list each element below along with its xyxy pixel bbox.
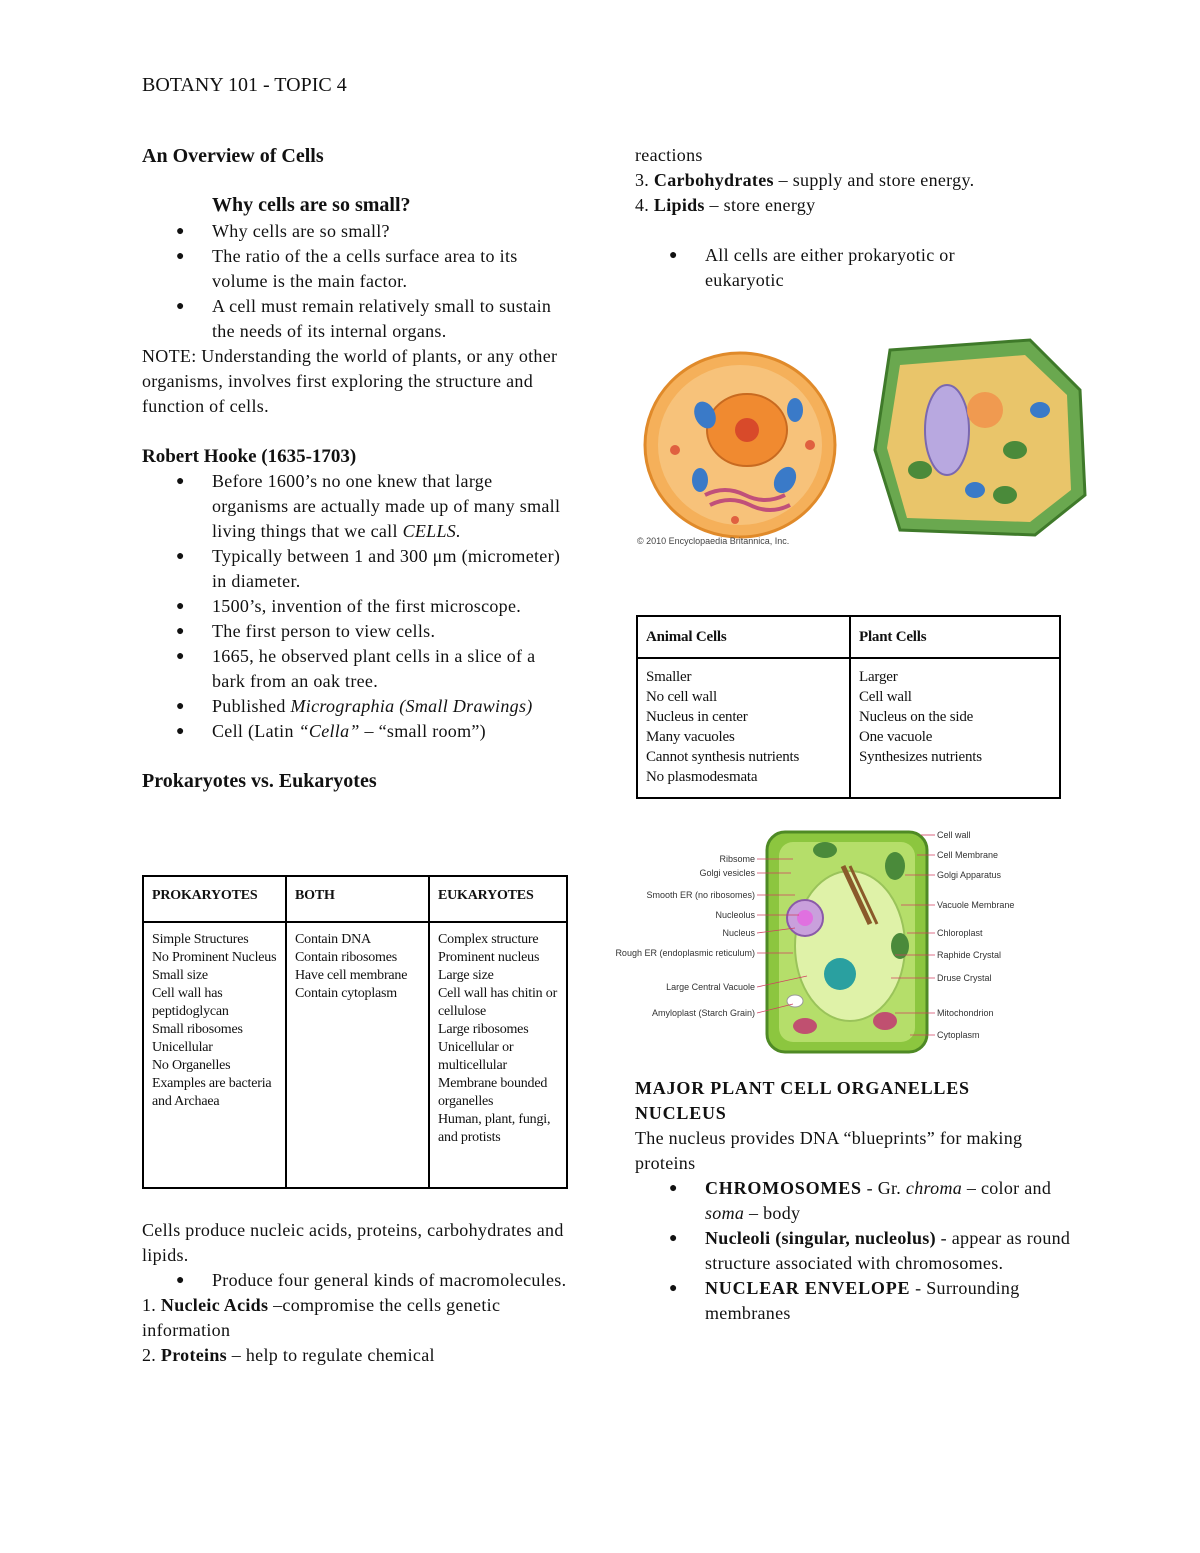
left-column	[142, 144, 572, 794]
svg-text:Cell wall: Cell wall	[937, 830, 971, 840]
svg-text:Cytoplasm: Cytoplasm	[937, 1030, 980, 1040]
svg-text:Cell Membrane: Cell Membrane	[937, 850, 999, 860]
macro-item-1: 1. Nucleic Acids –compromise the cells genetic information	[142, 1295, 501, 1340]
svg-text:Druse Crystal: Druse Crystal	[937, 973, 992, 983]
nucleus-heading: NUCLEUS	[635, 1103, 727, 1123]
svg-text:Ribsome: Ribsome	[719, 854, 755, 864]
list-item: ● The first person to view cells.	[142, 619, 572, 644]
plant-cell-illustration	[875, 340, 1085, 535]
svg-text:© 2010 Encyclopaedia Britannic: © 2010 Encyclopaedia Britannica, Inc.	[637, 536, 790, 546]
list-item: ● NUCLEAR ENVELOPE - Surrounding membranes	[635, 1276, 1075, 1326]
list-item: ● Published Micrographia (Small Drawings)	[142, 694, 572, 719]
overview-heading: An Overview of Cells	[142, 145, 324, 167]
list-item: ● The ratio of the a cells surface area to its volume is the main factor.	[142, 244, 572, 294]
list-item: ● 1500’s, invention of the first microscope.	[142, 594, 572, 619]
col-header-plant: Plant Cells	[850, 616, 1060, 658]
svg-text:Rough ER (endoplasmic reticulu: Rough ER (endoplasmic reticulum)	[615, 948, 755, 958]
macro-item-4: 4. Lipids – store energy	[635, 195, 816, 215]
animal-plant-table	[636, 615, 1061, 799]
svg-text:Mitochondrion: Mitochondrion	[937, 1008, 994, 1018]
table-header-row	[637, 616, 1060, 658]
svg-text:Chloroplast: Chloroplast	[937, 928, 983, 938]
svg-text:Amyloplast (Starch Grain): Amyloplast (Starch Grain)	[651, 1008, 755, 1018]
right-labels	[937, 830, 1014, 1040]
overview-bullets	[142, 219, 572, 344]
list-item: ● 1665, he observed plant cells in a slice of a bark from an oak tree.	[142, 644, 572, 694]
macro-item-2: 2. Proteins – help to regulate chemical	[142, 1345, 435, 1365]
col-header-both: BOTH	[286, 876, 429, 922]
prokaryotes-cell: Simple Structures No Prominent Nucleus Small size Cell wall has peptidoglycan Small ribosomes Unicellular No Organelles Examples are bacteria and Archaea	[143, 922, 286, 1188]
left-labels	[615, 854, 755, 1018]
overview-subheading: Why cells are so small?	[212, 194, 411, 216]
hooke-bullets	[142, 469, 572, 744]
table-row	[143, 922, 567, 1188]
right-column-top	[635, 143, 1075, 293]
macro-item-2-cont: reactions	[635, 145, 703, 165]
organelles-heading: MAJOR PLANT CELL ORGANELLES	[635, 1078, 970, 1098]
list-item: ● Before 1600’s no one knew that large organisms are actually made up of many small living things that we call CELLS.	[142, 469, 572, 544]
eukaryotes-cell: Complex structure Prominent nucleus Large size Cell wall has chitin or cellulose Large ribosomes Unicellular or multicellular Membrane bounded organelles Human, plant, fungi, and protists	[429, 922, 567, 1188]
list-item: ● A cell must remain relatively small to sustain the needs of its internal organs.	[142, 294, 572, 344]
list-item: ● Cell (Latin “Cella” – “small room”)	[142, 719, 572, 744]
svg-text:Raphide Crystal: Raphide Crystal	[937, 950, 1002, 960]
plant-cell-col: Larger Cell wall Nucleus on the side One vacuole Synthesizes nutrients	[850, 658, 1060, 798]
animal-cell-illustration	[645, 353, 835, 537]
macro-item-3: 3. Carbohydrates – supply and store energy.	[635, 170, 975, 190]
list-item: ● All cells are either prokaryotic or eukaryotic	[635, 243, 1075, 293]
col-header-animal: Animal Cells	[637, 616, 850, 658]
both-cell: Contain DNA Contain ribosomes Have cell membrane Contain cytoplasm	[286, 922, 429, 1188]
list-item: ● Why cells are so small?	[142, 219, 572, 244]
svg-text:Nucleolus: Nucleolus	[715, 910, 755, 920]
nucleus-intro: The nucleus provides DNA “blueprints” for making proteins	[635, 1128, 1023, 1173]
table-row	[637, 658, 1060, 798]
list-item: ● CHROMOSOMES - Gr. chroma – color and soma – body	[635, 1176, 1075, 1226]
svg-text:Nucleus: Nucleus	[722, 928, 755, 938]
prokaryote-eukaryote-table	[142, 875, 568, 1189]
table-header-row	[143, 876, 567, 922]
document-title: BOTANY 101 - TOPIC 4	[142, 74, 347, 96]
svg-text:Large Central Vacuole: Large Central Vacuole	[666, 982, 755, 992]
hooke-heading: Robert Hooke (1635-1703)	[142, 446, 357, 467]
overview-note: NOTE: Understanding the world of plants, or any other organisms, involves first exploring the structure and function of cells.	[142, 346, 558, 416]
svg-text:Golgi Apparatus: Golgi Apparatus	[937, 870, 1002, 880]
col-header-prokaryotes: PROKARYOTES	[143, 876, 286, 922]
list-item: ● Produce four general kinds of macromolecules.	[142, 1268, 572, 1293]
figure-credit	[637, 536, 789, 546]
animal-plant-cell-figure	[635, 330, 1095, 550]
plant-cell-diagram	[615, 826, 1035, 1056]
list-item: ● Nucleoli (singular, nucleolus) - appear as round structure associated with chromosomes.	[635, 1226, 1075, 1276]
col-header-eukaryotes: EUKARYOTES	[429, 876, 567, 922]
svg-text:Vacuole Membrane: Vacuole Membrane	[937, 900, 1015, 910]
list-item: ● Typically between 1 and 300 μm (micrometer) in diameter.	[142, 544, 572, 594]
organelles-section	[635, 1076, 1075, 1326]
macro-intro: Cells produce nucleic acids, proteins, carbohydrates and lipids.	[142, 1220, 564, 1265]
pro-eu-heading: Prokaryotes vs. Eukaryotes	[142, 770, 377, 792]
macro-section	[142, 1218, 572, 1368]
svg-text:Smooth ER (no ribosomes): Smooth ER (no ribosomes)	[646, 890, 755, 900]
animal-cell-col: Smaller No cell wall Nucleus in center Many vacuoles Cannot synthesis nutrients No plasmodesmata	[637, 658, 850, 798]
svg-text:Golgi vesicles: Golgi vesicles	[699, 868, 755, 878]
